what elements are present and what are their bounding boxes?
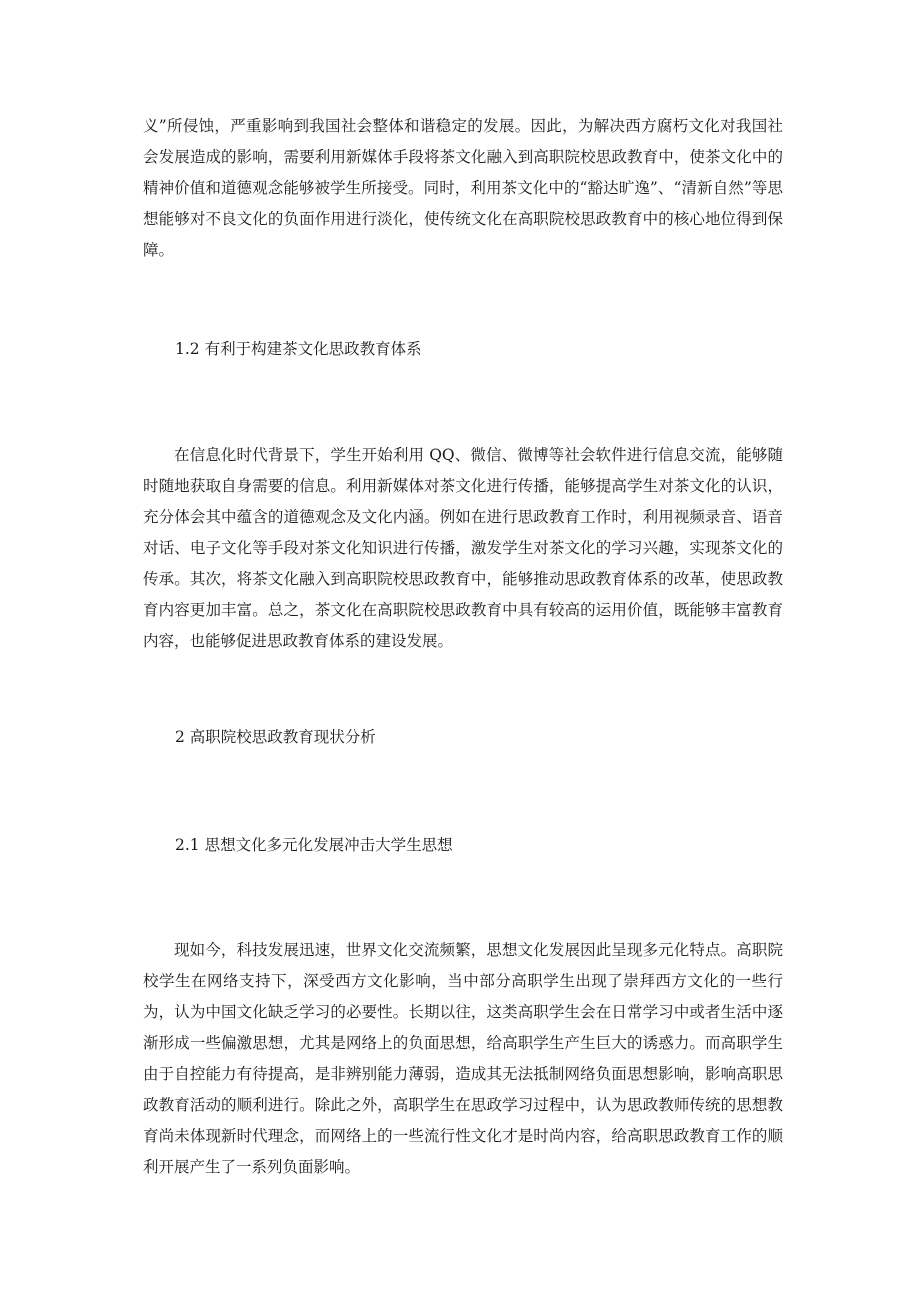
section-heading-2: 2 高职院校思政教育现状分析 [175,728,376,746]
body-paragraph: 现如今，科技发展迅速，世界文化交流频繁，思想文化发展因此呈现多元化特点。高职院校学生在网络支持下，深受西方文化影响，当中部分高职学生出现了崇拜西方文化的一些行为，认为中国文化缺乏学习的必要性。长期以往，这类高职学生会在日常学习中或者生活中逐渐形成一些偏激思想，尤其是网络上的负面思想，给高职学生产生巨大的诱惑力。而高职学生由于自控能力有待提高，是非辨别能力薄弱，造成其无法抵制网络负面思想影响，影响高职思政教育活动的顺利进行。除此之外，高职学生在思政学习过程中，认为思政教师传统的思想教育尚未体现新时代理念，而网络上的一些流行性文化才是时尚内容，给高职思政教育工作的顺利开展产生了一系列负面影响。 [143,941,783,1176]
section-heading-2-1: 2.1 思想文化多元化发展冲击大学生思想 [175,836,453,854]
section-heading-1-2: 1.2 有利于构建茶文化思政教育体系 [175,340,422,358]
body-paragraph: 在信息化时代背景下，学生开始利用 QQ、微信、微博等社会软件进行信息交流，能够随时随地获取自身需要的信息。利用新媒体对茶文化进行传播，能够提高学生对茶文化的认识，充分体会其中蕴含的道德观念及文化内涵。例如在进行思政教育工作时，利用视频录音、语音对话、电子文化等手段对茶文化知识进行传播，激发学生对茶文化的学习兴趣，实现茶文化的传承。其次，将茶文化融入到高职院校思政教育中，能够推动思政教育体系的改革，使思政教育内容更加丰富。总之，茶文化在高职院校思政教育中具有较高的运用价值，既能够丰富教育内容，也能够促进思政教育体系的建设发展。 [143,446,783,650]
body-paragraph: 义”所侵蚀，严重影响到我国社会整体和谐稳定的发展。因此，为解决西方腐朽文化对我国社会发展造成的影响，需要利用新媒体手段将茶文化融入到高职院校思政教育中，使茶文化中的精神价值和道德观念能够被学生所接受。同时，利用茶文化中的“豁达旷逸”、“清新自然”等思想能够对不良文化的负面作用进行淡化，使传统文化在高职院校思政教育中的核心地位得到保障。 [143,117,783,259]
